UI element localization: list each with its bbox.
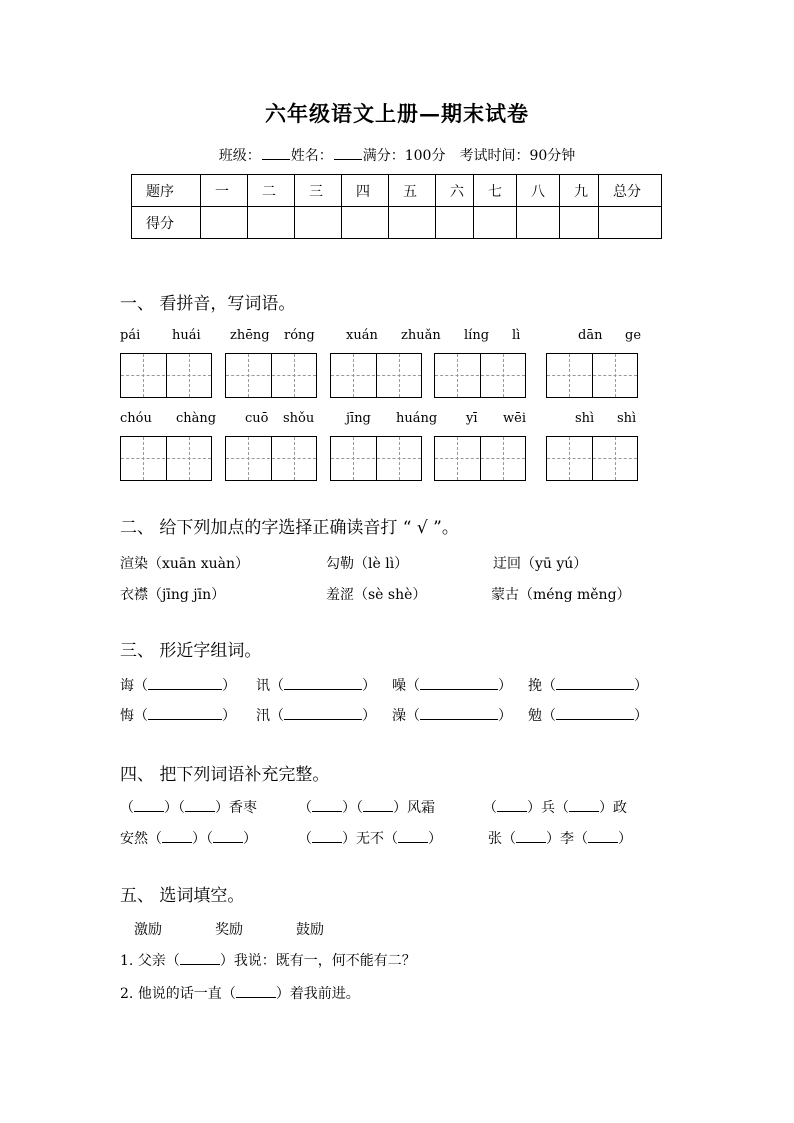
reading-item[interactable]: 蒙古（méng měng） xyxy=(491,587,631,603)
question-number: 1. xyxy=(120,953,134,969)
writing-grid[interactable] xyxy=(546,353,638,398)
char-item: 诲（ ） xyxy=(120,678,236,694)
idiom-item: 安然（ ）（ ） xyxy=(120,831,257,847)
answer-blank[interactable] xyxy=(162,830,192,843)
char: 汛 xyxy=(256,708,270,724)
answer-blank[interactable] xyxy=(180,952,220,965)
reading-item[interactable]: 羞涩（sè shè） xyxy=(326,587,427,603)
char-item: 挽（ ） xyxy=(528,678,648,694)
char-item: 悔（ ） xyxy=(120,708,236,724)
answer-blank[interactable] xyxy=(148,707,222,720)
table-cell: 二 xyxy=(248,175,295,207)
answer-blank[interactable] xyxy=(284,707,362,720)
pinyin: chóu xyxy=(120,411,152,426)
word-option: 激励 xyxy=(134,922,162,938)
section-5-heading: 五、 选词填空。 xyxy=(120,886,245,906)
writing-grid[interactable] xyxy=(434,353,526,398)
char-item: 勉（ ） xyxy=(528,708,648,724)
pinyin: huái xyxy=(172,328,201,343)
class-blank[interactable] xyxy=(262,147,290,160)
score-input-cell[interactable] xyxy=(517,207,560,239)
idiom-char: 政 xyxy=(613,800,627,816)
reading-item[interactable]: 勾勒（lè lì） xyxy=(326,556,409,572)
pinyin: shǒu xyxy=(283,411,315,426)
char: 噪 xyxy=(392,678,406,694)
writing-grid[interactable] xyxy=(225,436,317,481)
char: 勉 xyxy=(528,708,542,724)
reading-item[interactable]: 渲染（xuān xuàn） xyxy=(120,556,250,572)
idiom-char: 兵 xyxy=(541,800,555,816)
char: 悔 xyxy=(120,708,134,724)
answer-blank[interactable] xyxy=(497,799,527,812)
table-cell: 一 xyxy=(201,175,248,207)
answer-blank[interactable] xyxy=(556,677,634,690)
word-option: 奖励 xyxy=(215,922,243,938)
char-item: 汛（ ） xyxy=(256,708,376,724)
full-score-label: 满分：100分 xyxy=(362,148,446,164)
idiom-item: （ ）（ ）风霜 xyxy=(298,800,435,816)
writing-grid[interactable] xyxy=(434,436,526,481)
section-2-heading: 二、 给下列加点的字选择正确读音打 “ √ ”。 xyxy=(120,518,459,538)
name-label: 姓名： xyxy=(290,148,333,164)
name-blank[interactable] xyxy=(334,147,362,160)
fill-question: 1. 父亲（ ）我说：既有一，何不能有二？ xyxy=(120,953,416,969)
char: 澡 xyxy=(392,708,406,724)
section-1-heading: 一、 看拼音，写词语。 xyxy=(120,294,296,314)
pinyin: cuō xyxy=(245,411,269,426)
exam-info-line xyxy=(0,145,794,165)
writing-grid[interactable] xyxy=(330,353,422,398)
char-item: 澡（ ） xyxy=(392,708,512,724)
char: 诲 xyxy=(120,678,134,694)
pinyin: yī xyxy=(466,411,478,426)
table-cell: 总分 xyxy=(599,175,662,207)
table-cell: 九 xyxy=(560,175,599,207)
section-4-heading: 四、 把下列词语补充完整。 xyxy=(120,765,330,785)
score-input-cell[interactable] xyxy=(599,207,662,239)
question-text: 着我前进。 xyxy=(289,986,360,1002)
question-text: 父亲 xyxy=(137,953,166,969)
idiom-item: 张（ ）李（ ） xyxy=(488,831,632,847)
score-input-cell[interactable] xyxy=(248,207,295,239)
score-input-cell[interactable] xyxy=(295,207,342,239)
pinyin: pái xyxy=(120,328,141,343)
answer-blank[interactable] xyxy=(569,799,599,812)
score-table-header-row xyxy=(132,175,662,207)
writing-grid[interactable] xyxy=(330,436,422,481)
answer-blank[interactable] xyxy=(420,677,498,690)
answer-blank[interactable] xyxy=(213,830,243,843)
pinyin: róng xyxy=(284,328,315,343)
answer-blank[interactable] xyxy=(312,830,342,843)
idiom-char: 风霜 xyxy=(407,800,435,816)
score-input-cell[interactable] xyxy=(342,207,389,239)
answer-blank[interactable] xyxy=(363,799,393,812)
idiom-item: （ ）无不（ ） xyxy=(298,831,442,847)
table-cell: 七 xyxy=(474,175,517,207)
table-cell: 八 xyxy=(517,175,560,207)
answer-blank[interactable] xyxy=(284,677,362,690)
table-cell: 三 xyxy=(295,175,342,207)
score-table-score-row xyxy=(132,207,662,239)
pinyin: ge xyxy=(625,328,642,343)
char: 讯 xyxy=(256,678,270,694)
writing-grid[interactable] xyxy=(120,436,212,481)
pinyin: shì xyxy=(617,411,637,426)
score-input-cell[interactable] xyxy=(201,207,248,239)
idiom-item: （ ）兵（ ）政 xyxy=(483,800,627,816)
pinyin: xuán xyxy=(346,328,378,343)
table-cell: 得分 xyxy=(132,207,201,239)
answer-blank[interactable] xyxy=(398,830,428,843)
answer-blank[interactable] xyxy=(588,830,618,843)
pinyin: shì xyxy=(575,411,595,426)
idiom-char: 安然 xyxy=(120,831,148,847)
word-option: 鼓励 xyxy=(296,922,324,938)
idiom-char: 无不 xyxy=(356,831,384,847)
pinyin: zhuǎn xyxy=(401,328,441,343)
answer-blank[interactable] xyxy=(556,707,634,720)
idiom-char: 香枣 xyxy=(229,800,257,816)
char: 挽 xyxy=(528,678,542,694)
pinyin: jīng xyxy=(346,411,371,426)
pinyin: wēi xyxy=(503,411,526,426)
idiom-item: （ ）（ ）香枣 xyxy=(120,800,257,816)
pinyin: zhēng xyxy=(230,328,270,343)
score-input-cell[interactable] xyxy=(389,207,436,239)
reading-item[interactable]: 迂回（yū yú） xyxy=(493,556,588,572)
answer-blank[interactable] xyxy=(312,799,342,812)
page-title: 六年级语文上册—期末试卷 xyxy=(265,101,529,126)
reading-item[interactable]: 衣襟（jīng jīn） xyxy=(120,587,226,603)
idiom-char: 张 xyxy=(488,831,502,847)
writing-grid[interactable] xyxy=(546,436,638,481)
section-3-heading: 三、 形近字组词。 xyxy=(120,641,262,661)
question-text: 他说的话一直 xyxy=(137,986,222,1002)
pinyin: lì xyxy=(512,328,521,343)
writing-grid[interactable] xyxy=(120,353,212,398)
char-item: 噪（ ） xyxy=(392,678,512,694)
answer-blank[interactable] xyxy=(134,799,164,812)
score-table xyxy=(131,174,662,239)
exam-time-label: 考试时间：90分钟 xyxy=(459,148,576,164)
idiom-char: 李 xyxy=(560,831,574,847)
answer-blank[interactable] xyxy=(148,677,222,690)
score-input-cell[interactable] xyxy=(436,207,474,239)
table-cell: 六 xyxy=(436,175,474,207)
score-input-cell[interactable] xyxy=(560,207,599,239)
pinyin: huáng xyxy=(396,411,438,426)
pinyin: dān xyxy=(578,328,603,343)
question-number: 2. xyxy=(120,986,134,1002)
class-label: 班级： xyxy=(218,148,261,164)
table-cell: 题序 xyxy=(132,175,201,207)
question-text: 我说：既有一，何不能有二？ xyxy=(233,953,416,969)
fill-question: 2. 他说的话一直（ ）着我前进。 xyxy=(120,986,360,1002)
answer-blank[interactable] xyxy=(185,799,215,812)
answer-blank[interactable] xyxy=(516,830,546,843)
pinyin: chàng xyxy=(176,411,217,426)
table-cell: 五 xyxy=(389,175,436,207)
score-input-cell[interactable] xyxy=(474,207,517,239)
char-item: 讯（ ） xyxy=(256,678,376,694)
table-cell: 四 xyxy=(342,175,389,207)
pinyin: líng xyxy=(464,328,490,343)
answer-blank[interactable] xyxy=(420,707,498,720)
writing-grid[interactable] xyxy=(225,353,317,398)
answer-blank[interactable] xyxy=(236,985,276,998)
